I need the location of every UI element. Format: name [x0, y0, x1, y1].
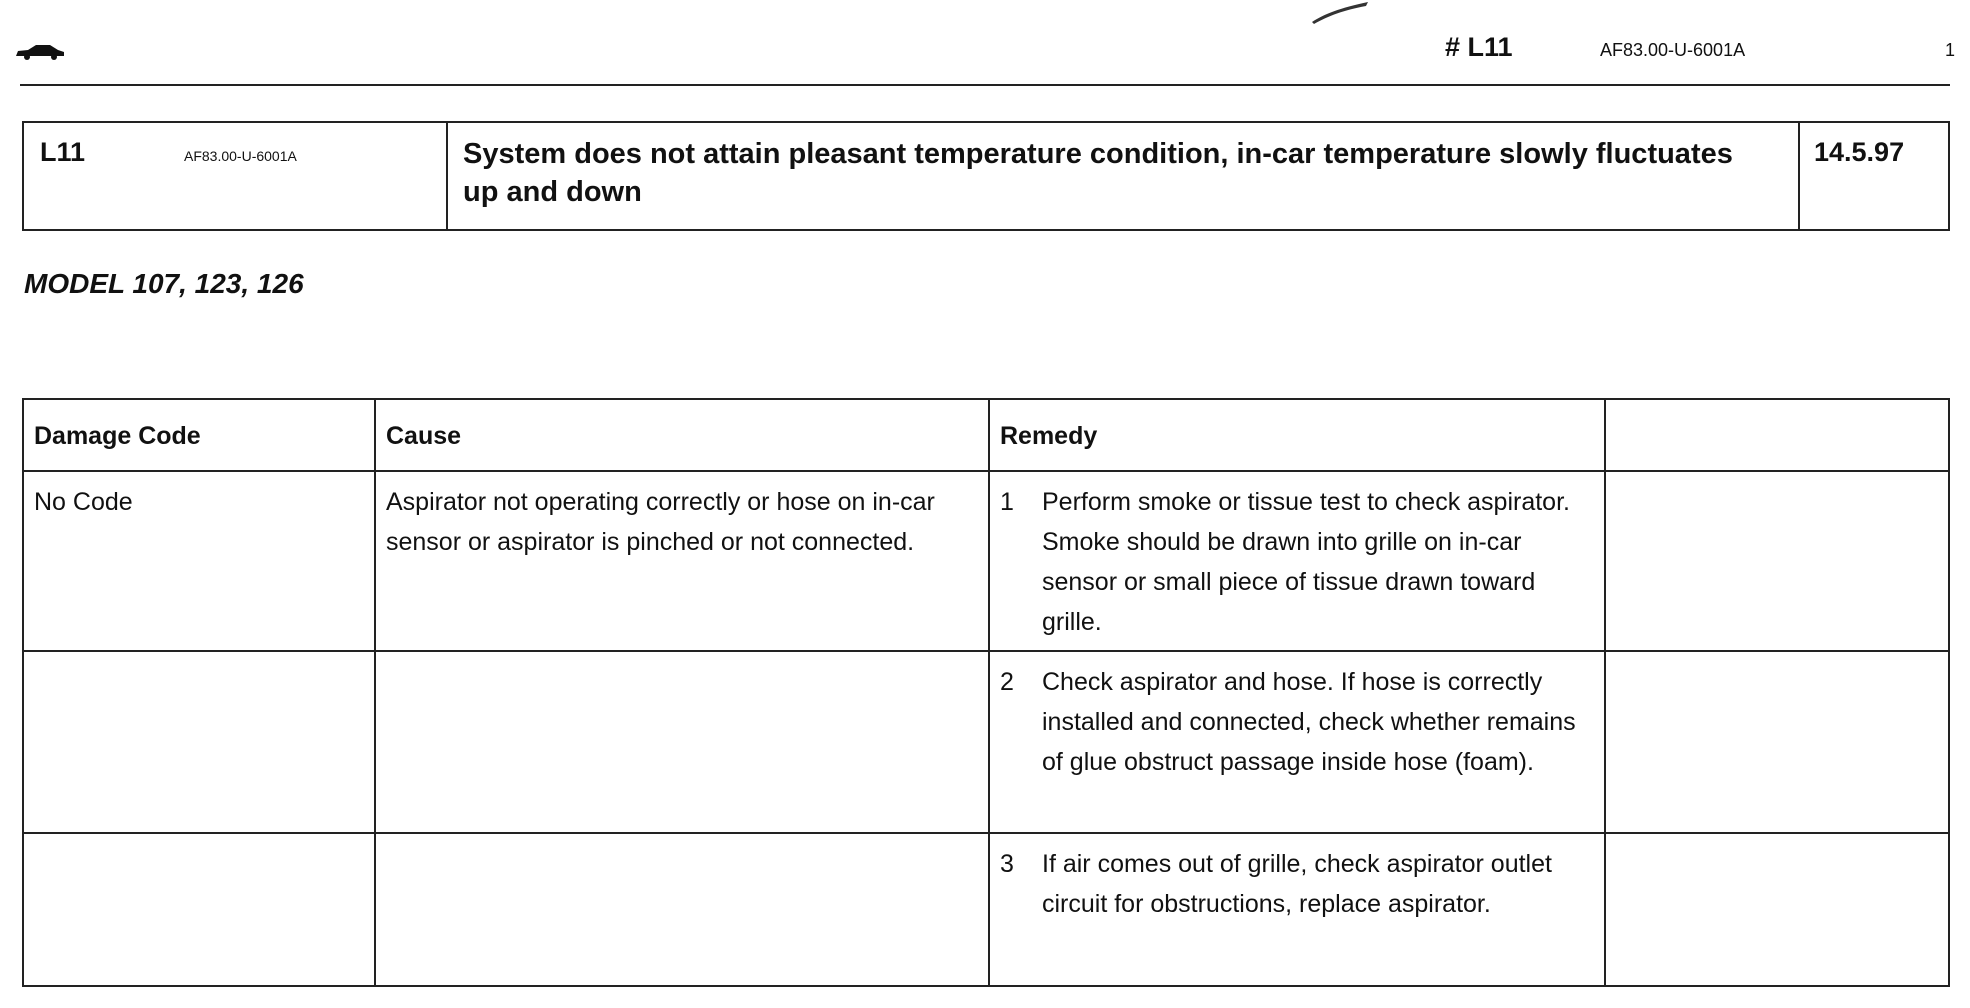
model-list: MODEL 107, 123, 126: [24, 268, 304, 299]
diagnosis-table: [22, 398, 1950, 987]
remedy-step-text: If air comes out of grille, check aspirator outlet circuit for obstructions, replace aspirator.: [1042, 850, 1552, 918]
empty-cell: [1606, 472, 1948, 650]
header-doc-id: AF83.00-U-6001A: [1600, 40, 1746, 60]
empty-cell: [1606, 652, 1948, 832]
pen-mark-icon: [1310, 0, 1370, 24]
document-title: System does not attain pleasant temperature condition, in-car temperature slowly fluctuates up and down: [463, 138, 1733, 208]
column-header-remedy: Remedy: [1000, 422, 1098, 450]
damage-code-cell: No Code: [34, 488, 133, 516]
cause-cell: Aspirator not operating correctly or hose on in-car sensor or aspirator is pinched or not connected.: [386, 488, 935, 556]
table-row: [24, 652, 1948, 834]
title-box-title-cell: [448, 123, 1800, 229]
empty-cell: [24, 834, 376, 985]
remedy-step-number: 3: [1000, 850, 1014, 878]
header-code: # L11: [1445, 32, 1513, 62]
empty-cell: [376, 652, 990, 832]
title-box-code-cell: [24, 123, 448, 229]
header-divider: [20, 84, 1950, 86]
car-icon: [14, 42, 66, 60]
title-box-date-cell: [1800, 123, 1948, 229]
empty-cell: [24, 652, 376, 832]
table-row: [24, 472, 1948, 652]
column-header-damage-code: Damage Code: [34, 422, 201, 450]
empty-cell: [1606, 834, 1948, 985]
remedy-step-text: Perform smoke or tissue test to check aspirator. Smoke should be drawn into grille on in-car sensor or small piece of tissue drawn toward grille.: [1042, 488, 1570, 636]
table-row: [24, 834, 1948, 985]
remedy-step-number: 1: [1000, 488, 1014, 516]
column-header-cause: Cause: [386, 422, 462, 450]
remedy-step-number: 2: [1000, 668, 1014, 696]
empty-cell: [376, 834, 990, 985]
document-date: 14.5.97: [1814, 137, 1905, 167]
title-code: L11: [40, 137, 86, 167]
table-header-row: [24, 400, 1948, 472]
page-number: 1: [1945, 40, 1956, 60]
remedy-step-text: Check aspirator and hose. If hose is correctly installed and connected, check whether remains of glue obstruct passage inside hose (foam).: [1042, 668, 1576, 776]
title-doc-id: AF83.00-U-6001A: [184, 148, 297, 164]
title-box: [22, 121, 1950, 231]
